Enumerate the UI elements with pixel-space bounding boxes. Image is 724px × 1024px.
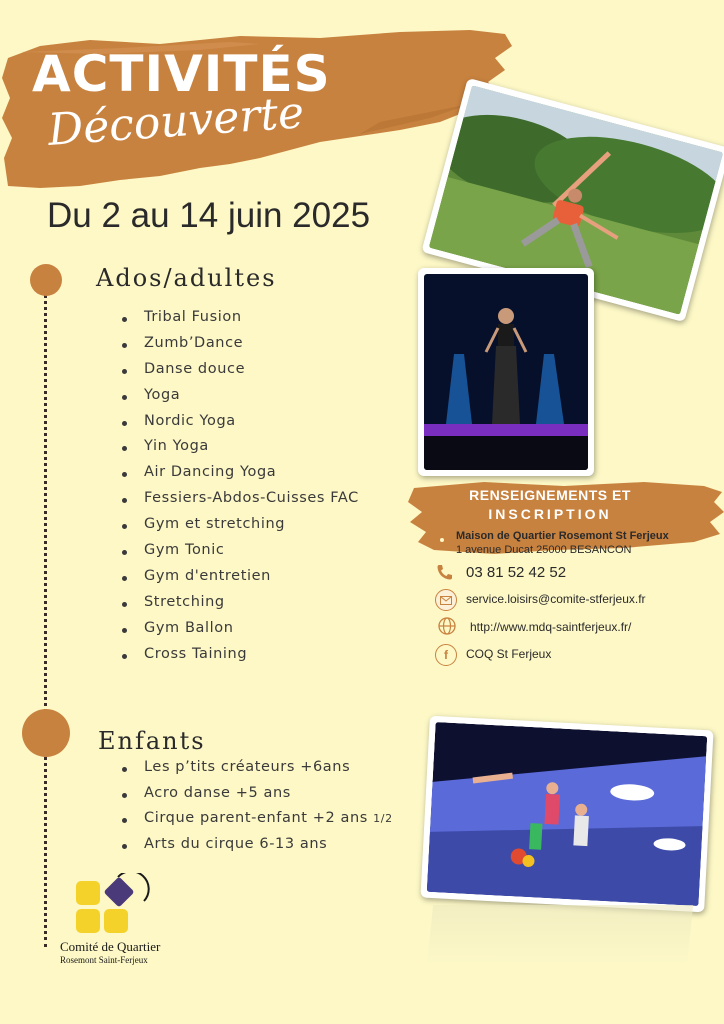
list-item: Gym Tonic — [120, 542, 359, 568]
list-item: Danse douce — [120, 361, 359, 387]
timeline-dotted-line — [44, 282, 47, 947]
page-subtitle: Découverte — [46, 87, 306, 156]
timeline-dot-adults — [30, 264, 62, 296]
location-pin-icon — [437, 535, 447, 549]
logo-text-line1: Comité de Quartier — [60, 939, 161, 954]
facebook-link[interactable]: COQ St Ferjeux — [466, 647, 552, 661]
info-title — [420, 486, 680, 524]
email-link[interactable]: service.loisirs@comite-stferjeux.fr — [466, 592, 646, 606]
list-item-text: Cirque parent-enfant +2 ans — [144, 810, 368, 826]
info-title-line1: RENSEIGNEMENTS ET — [469, 487, 631, 503]
photo-reflection — [427, 905, 693, 965]
list-item: Yin Yoga — [120, 438, 359, 464]
page-title: ACTIVITÉS — [32, 45, 331, 103]
fraction-label: 1/2 — [373, 812, 393, 825]
list-item-text: Acro danse +5 ans — [144, 784, 291, 801]
address — [456, 529, 669, 557]
list-item: Gym Ballon — [120, 620, 359, 646]
email-icon — [435, 589, 457, 611]
logo-arc — [110, 873, 150, 913]
list-item: Tribal Fusion — [120, 309, 359, 335]
event-dates: Du 2 au 14 juin 2025 — [47, 196, 371, 235]
list-item: Air Dancing Yoga — [120, 464, 359, 490]
timeline-dot-kids — [22, 709, 70, 757]
section-title-kids: Enfants — [98, 727, 206, 755]
photo-dancer-stage-image — [424, 274, 588, 470]
facebook-icon: f — [435, 644, 457, 666]
list-item: Les p’tits créateurs +6ans — [120, 759, 393, 785]
logo-square-1 — [76, 881, 100, 905]
list-item: Stretching — [120, 594, 359, 620]
list-item: Gym et stretching — [120, 516, 359, 542]
list-item — [120, 810, 393, 836]
kids-activity-list — [120, 759, 393, 861]
website-link[interactable]: http://www.mdq-saintferjeux.fr/ — [470, 620, 632, 634]
address-line1: Maison de Quartier Rosemont St Ferjeux — [456, 530, 669, 542]
list-item: Fessiers-Abdos-Cuisses FAC — [120, 490, 359, 516]
photo-circus-kids-image — [427, 722, 708, 906]
photo-dancer-stage — [418, 268, 594, 476]
info-title-line2: INSCRIPTION — [488, 506, 612, 522]
list-item — [120, 785, 393, 811]
address-line2: 1 avenue Ducat 25000 BESANCON — [456, 544, 632, 556]
logo-square-2 — [76, 909, 100, 933]
phone-icon — [435, 562, 455, 582]
logo — [60, 873, 162, 969]
list-item: Yoga — [120, 387, 359, 413]
list-item: Gym d'entretien — [120, 568, 359, 594]
logo-text-line2: Rosemont Saint-Ferjeux — [60, 955, 148, 965]
list-item: Nordic Yoga — [120, 413, 359, 439]
list-item: Arts du cirque 6-13 ans — [120, 836, 393, 862]
adults-activity-list — [120, 309, 359, 671]
phone-number[interactable]: 03 81 52 42 52 — [466, 564, 567, 581]
list-item: Zumb’Dance — [120, 335, 359, 361]
list-item: Cross Taining — [120, 646, 359, 672]
photo-circus-kids — [420, 716, 713, 913]
section-title-adults: Ados/adultes — [96, 264, 277, 292]
globe-icon — [437, 616, 457, 636]
